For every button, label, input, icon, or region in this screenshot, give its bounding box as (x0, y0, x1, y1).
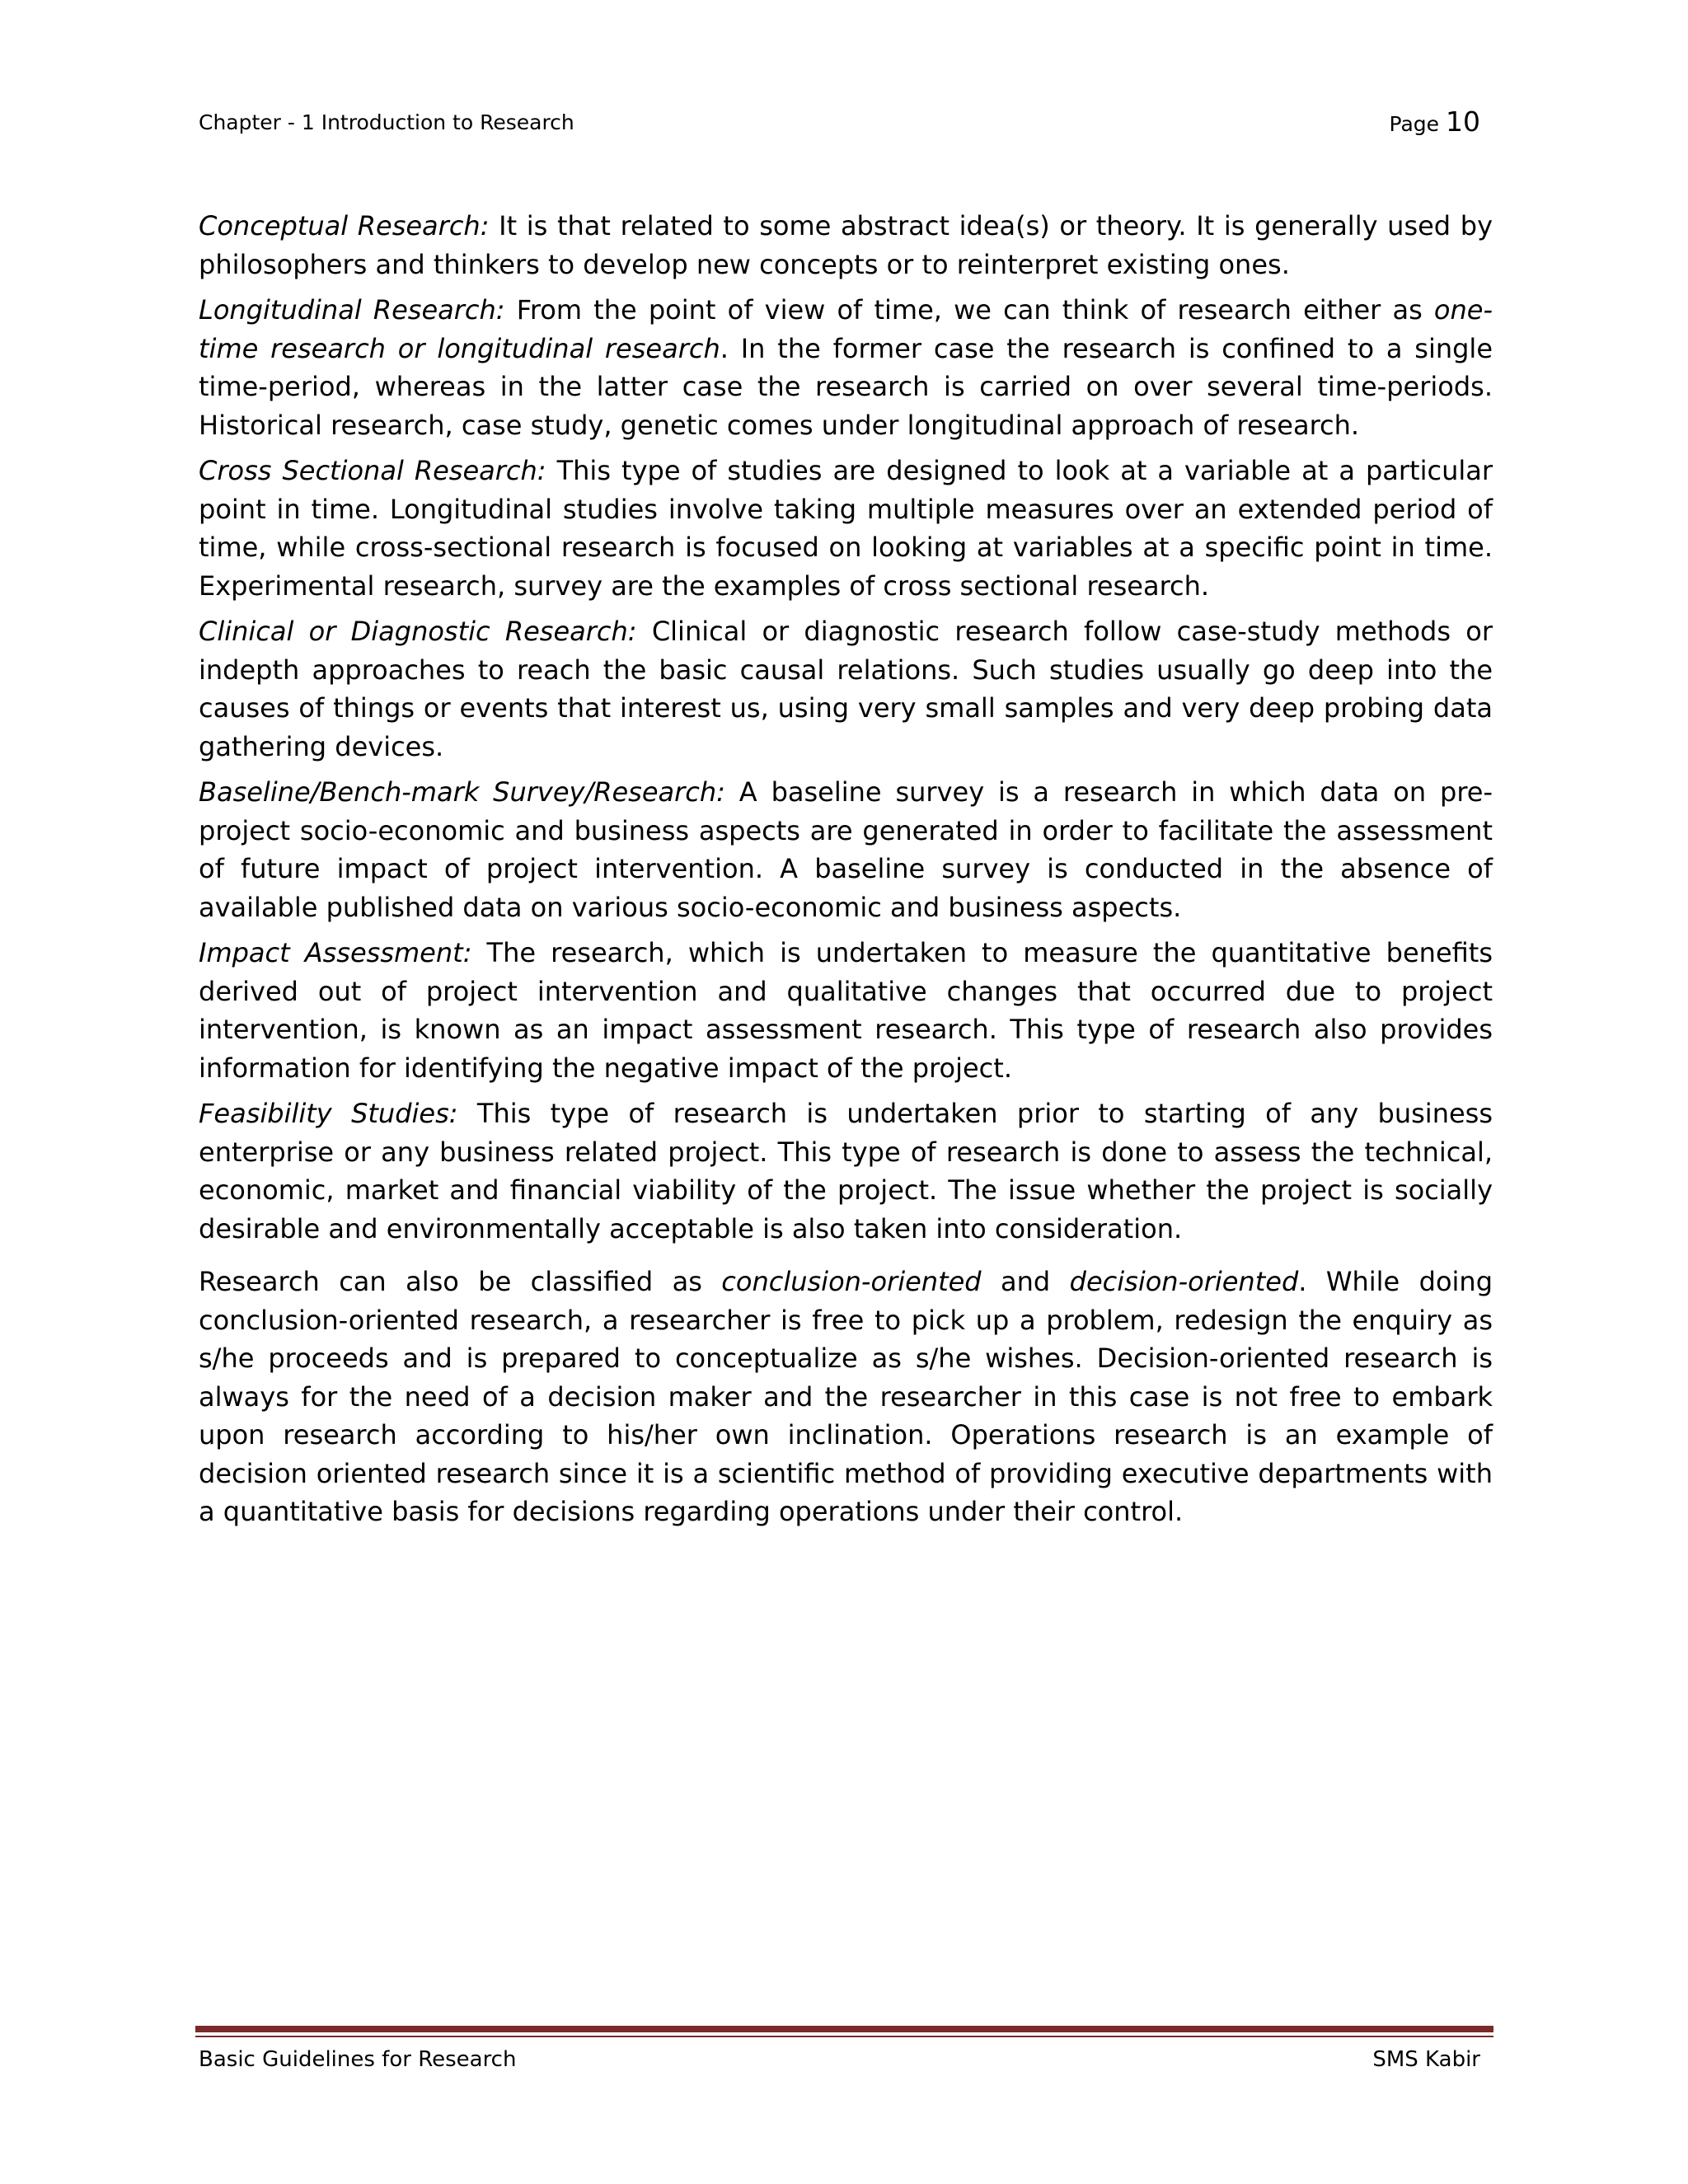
paragraph-baseline-survey (199, 773, 1493, 926)
paragraph-text: From the point of view of time, we can think of research either as (504, 294, 1434, 326)
term-label: Clinical or Diagnostic Research: (199, 616, 637, 647)
paragraph-cross-sectional-research (199, 452, 1493, 605)
page-label: Page (1389, 112, 1440, 136)
paragraph-text: This type of studies are designed to look at a variable at a particular point in time. Longitudinal studies involve taking multiple measures over an extended period of time, while cross-sectional research is focused on looking at variables at a specific point in time. Experimental research, survey are the examples of cross sectional research. (199, 455, 1493, 602)
term-label: Conceptual Research: (199, 210, 490, 241)
term-label: Baseline/Bench-mark Survey/Research: (199, 776, 725, 808)
chapter-title: Chapter - 1 Introduction to Research (199, 110, 574, 134)
paragraph-text: A baseline survey is a research in which data on pre-project socio-economic and business aspects are generated in order to facilitate the assessment of future impact of project intervention. A baseline survey is conducted in the absence of available published data on various socio-economic and business aspects. (199, 776, 1493, 923)
paragraph-impact-assessment (199, 934, 1493, 1087)
paragraph-text: . In the former case the research is confined to a single time-period, whereas in the latter case the research is carried on over several time-periods. Historical research, case study, genetic comes under longitudinal approach of research. (199, 332, 1493, 441)
paragraph-text: It is that related to some abstract idea(s) or theory. It is generally used by philosophers and thinkers to develop new concepts or to reinterpret existing ones. (199, 210, 1493, 280)
paragraph-classification (199, 1263, 1493, 1531)
term-label: Feasibility Studies: (199, 1098, 458, 1129)
paragraph-text: Clinical or diagnostic research follow case-study methods or indepth approaches to reach the basic causal relations. Such studies usually go deep into the causes of things or events that interest us, using very small samples and very deep probing data gathering devices. (199, 616, 1493, 762)
page-indicator (1390, 105, 1480, 138)
page-number: 10 (1446, 105, 1480, 138)
body-text (199, 207, 1493, 1539)
paragraph-text: and (981, 1266, 1070, 1297)
footer-divider (195, 2026, 1493, 2032)
paragraph-feasibility-studies (199, 1094, 1493, 1248)
footer-title: Basic Guidelines for Research (199, 2047, 517, 2072)
footer-divider-thin (195, 2036, 1493, 2037)
paragraph-text: This type of research is undertaken prior to starting of any business enterprise or any business related project. This type of research is done to assess the technical, economic, market and financial viability of the project. The issue whether the project is socially desirable and environmentally acceptable is also taken into consideration. (199, 1098, 1493, 1244)
paragraph-text: The research, which is undertaken to measure the quantitative benefits derived out of project intervention and qualitative changes that occurred due to project intervention, is known as an impact assessment research. This type of research also provides information for identifying the negative impact of the project. (199, 937, 1493, 1084)
term-label: Impact Assessment: (199, 937, 472, 968)
emphasis-text: one-time research or longitudinal research (199, 294, 1493, 364)
paragraph-text: Research can also be classified as (199, 1266, 722, 1297)
footer-author: SMS Kabir (1372, 2047, 1480, 2072)
emphasis-text: decision-oriented (1069, 1266, 1299, 1297)
term-label: Longitudinal Research: (199, 294, 505, 326)
paragraph-longitudinal-research (199, 291, 1493, 444)
paragraph-clinical-research (199, 612, 1493, 766)
emphasis-text: conclusion-oriented (721, 1266, 982, 1297)
term-label: Cross Sectional Research: (199, 455, 546, 486)
paragraph-text: . While doing conclusion-oriented research, a researcher is free to pick up a problem, redesign the enquiry as s/he proceeds and is prepared to conceptualize as s/he wishes. Decision-oriented research is always for the need of a decision maker and the researcher in this case is not free to embark upon research according to his/her own inclination. Operations research is an example of decision oriented research since it is a scientific method of providing executive departments with a quantitative basis for decisions regarding operations under their control. (199, 1266, 1493, 1527)
paragraph-conceptual-research (199, 207, 1493, 284)
page-footer (199, 2047, 1480, 2080)
page-header (199, 105, 1480, 142)
